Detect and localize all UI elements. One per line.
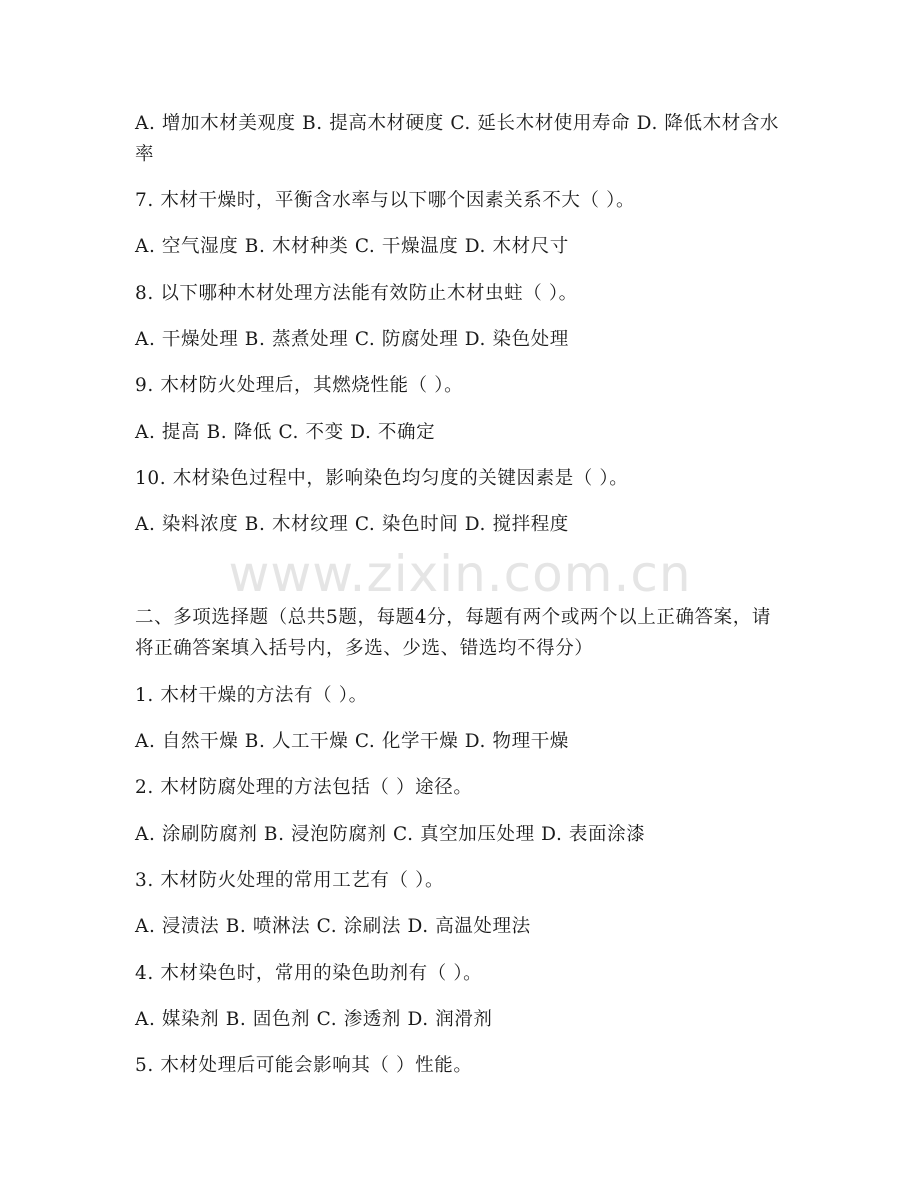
mc-question-4: 4. 木材染色时，常用的染色助剂有（ ）。: [135, 963, 483, 984]
options-q6: A. 增加木材美观度 B. 提高木材硬度 C. 延长木材使用寿命 D. 降低木材含水率: [135, 113, 780, 165]
mc-question-2: 2. 木材防腐处理的方法包括（ ）途径。: [135, 777, 473, 798]
question-8: 8. 以下哪种木材处理方法能有效防止木材虫蛀（ ）。: [135, 283, 578, 304]
mc-question-5: 5. 木材处理后可能会影响其（ ）性能。: [135, 1055, 473, 1076]
options-q9: A. 提高 B. 降低 C. 不变 D. 不确定: [135, 422, 436, 443]
question-10: 10. 木材染色过程中，影响染色均匀度的关键因素是（ ）。: [135, 468, 629, 489]
watermark: www.zixin.com.cn: [228, 545, 692, 603]
section-heading-multiple-choice: 二、多项选择题（总共5题，每题4分，每题有两个或两个以上正确答案，请将正确答案填入括号内，多选、少选、错选均不得分）: [135, 607, 771, 659]
options-q8: A. 干燥处理 B. 蒸煮处理 C. 防腐处理 D. 染色处理: [135, 329, 569, 350]
mc-options-1: A. 自然干燥 B. 人工干燥 C. 化学干燥 D. 物理干燥: [135, 731, 569, 752]
mc-options-2: A. 涂刷防腐剂 B. 浸泡防腐剂 C. 真空加压处理 D. 表面涂漆: [135, 824, 646, 845]
options-q10: A. 染料浓度 B. 木材纹理 C. 染色时间 D. 搅拌程度: [135, 514, 569, 535]
question-7: 7. 木材干燥时，平衡含水率与以下哪个因素关系不大（ ）。: [135, 190, 636, 211]
question-9: 9. 木材防火处理后，其燃烧性能（ ）。: [135, 375, 464, 396]
mc-options-3: A. 浸渍法 B. 喷淋法 C. 涂刷法 D. 高温处理法: [135, 916, 531, 937]
options-q7: A. 空气湿度 B. 木材种类 C. 干燥温度 D. 木材尺寸: [135, 236, 569, 257]
mc-options-4: A. 媒染剂 B. 固色剂 C. 渗透剂 D. 润滑剂: [135, 1009, 493, 1030]
mc-question-3: 3. 木材防火处理的常用工艺有（ ）。: [135, 870, 445, 891]
mc-question-1: 1. 木材干燥的方法有（ ）。: [135, 685, 368, 706]
